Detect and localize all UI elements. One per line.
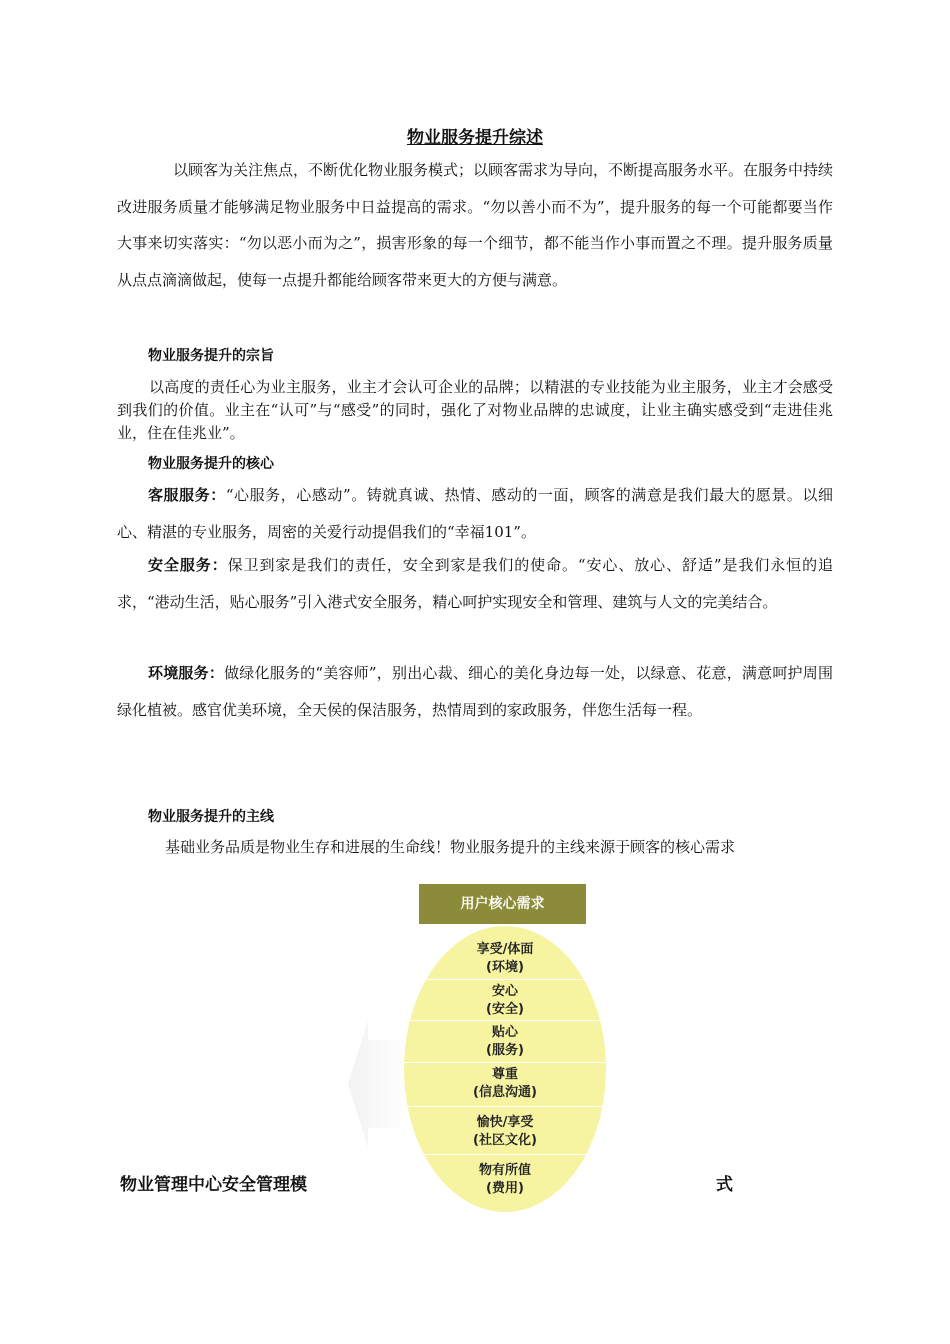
band-divider <box>404 1020 606 1021</box>
band-divider <box>404 1106 606 1107</box>
purpose-paragraph: 以高度的责任心为业主服务，业主才会认可企业的品牌；以精湛的专业技能为业主服务，业主才会感受到我们的价值。业主在“认可”与“感受”的同时，强化了对物业品牌的忠诚度，让业主确实感受到“走进佳兆业，住在佳兆业”。 <box>117 378 833 442</box>
environment-service-text: 做绿化服务的“美容师”，别出心裁、细心的美化身边每一处，以绿意、花意，满意呵护周围绿化植被。感官优美环境，全天侯的保洁服务，热情周到的家政服务，伴您生活每一程。 <box>117 664 833 719</box>
band-divider <box>404 1154 606 1155</box>
footer-title-right: 式 <box>716 1175 733 1195</box>
band-divider <box>404 979 606 980</box>
customer-service-label: 客服服务： <box>148 486 226 504</box>
left-arrow-graphic <box>348 1020 408 1148</box>
environment-service-label: 环境服务： <box>148 664 225 682</box>
security-service-text: 保卫到家是我们的责任，安全到家是我们的使命。“安心、放心、舒适”是我们永恒的追求，“港动生活，贴心服务”引入港式安全服务，精心呵护实现安全和管理、建筑与人文的完美结合。 <box>117 556 833 611</box>
need-band-environment: 享受/体面 (环境) <box>476 942 534 975</box>
environment-service-paragraph <box>117 655 833 728</box>
need-band-cost: 物有所值 (费用) <box>478 1163 531 1196</box>
security-service-label: 安全服务： <box>148 556 228 574</box>
document-title: 物业服务提升综述 <box>407 128 543 148</box>
need-band-security: 安心 (安全) <box>486 984 524 1017</box>
security-service-paragraph <box>117 547 833 620</box>
diagram-header: 用户核心需求 <box>419 884 586 924</box>
mainline-text: 基础业务品质是物业生存和进展的生命线！物业服务提升的主线来源于顾客的核心需求 <box>165 838 736 856</box>
need-band-communication: 尊重 (信息沟通) <box>473 1067 537 1100</box>
customer-service-text: “心服务，心感动”。铸就真诚、热情、感动的一面，顾客的满意是我们最大的愿景。以细心、精湛的专业服务，周密的关爱行动提倡我们的“幸福101”。 <box>117 486 833 541</box>
core-needs-ellipse <box>404 926 606 1212</box>
need-band-community: 愉快/享受 (社区文化) <box>473 1115 537 1148</box>
core-heading: 物业服务提升的核心 <box>148 456 274 472</box>
band-divider <box>404 1062 606 1063</box>
intro-paragraph: 以顾客为关注焦点，不断优化物业服务模式；以顾客需求为导向，不断提高服务水平。在服务中持续改进服务质量才能够满足物业服务中日益提高的需求。“勿以善小而不为”，提升服务的每一个可能都要当作大事来切实落实：“勿以恶小而为之”，损害形象的每一个细节，都不能当作小事而置之不理。提升服务质量从点点滴滴做起，使每一点提升都能给顾客带来更大的方便与满意。 <box>117 161 834 289</box>
customer-service-paragraph <box>117 477 833 550</box>
need-band-service: 贴心 (服务) <box>486 1025 524 1058</box>
footer-title-left: 物业管理中心安全管理模 <box>120 1175 307 1195</box>
purpose-heading: 物业服务提升的宗旨 <box>148 348 274 364</box>
mainline-heading: 物业服务提升的主线 <box>148 809 274 825</box>
